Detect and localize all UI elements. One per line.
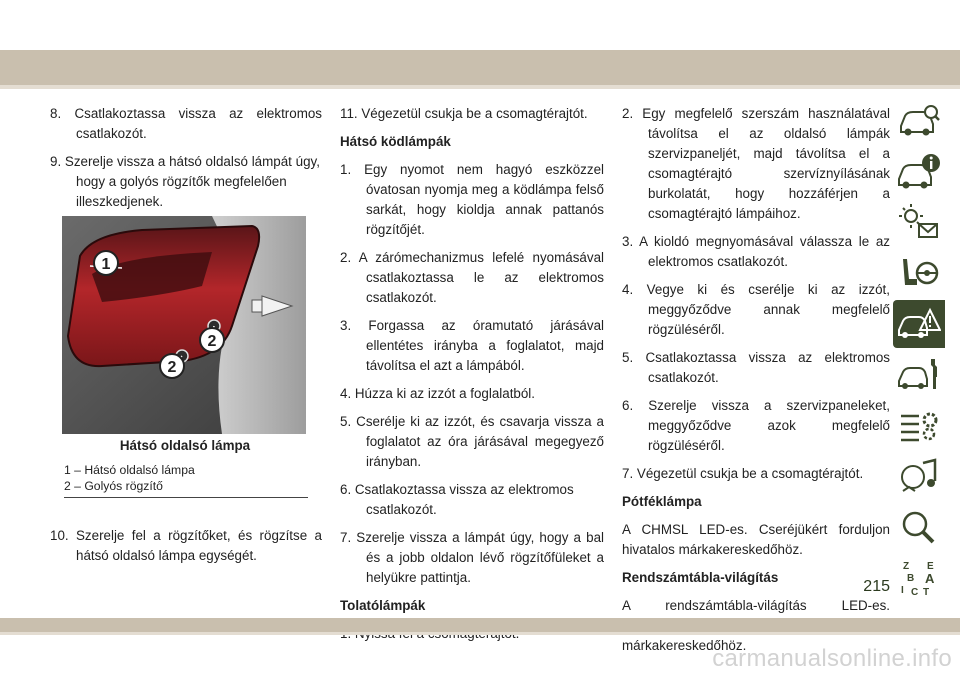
watermark: carmanualsonline.info: [712, 645, 952, 672]
fog-step-5: 5. Cserélje ki az izzót, és csavarja vissza a foglalatot az óra járásával megegyező irányban.: [340, 414, 604, 469]
svg-text:E: E: [927, 561, 934, 572]
right-step-5: 5. Csatlakoztassa vissza az elektromos csatlakozót.: [622, 350, 890, 385]
top-margin: [0, 0, 960, 50]
header-band: [0, 50, 960, 85]
callout-1-label: 1: [101, 256, 111, 273]
rear-lamp-illustration: [62, 216, 306, 434]
tab-alphabet-index[interactable]: [893, 555, 945, 603]
page-number: 215: [863, 578, 890, 595]
chmsl-text: A CHMSL LED-es. Cseréjükért forduljon hivatalos márkakereskedőhöz.: [622, 522, 890, 557]
step-8: 8. Csatlakoztassa vissza az elektromos csatlakozót.: [50, 106, 322, 141]
legend-item-1: 1 – Hátsó oldalsó lámpa: [64, 463, 195, 477]
fog-step-7: 7. Szerelje vissza a lámpát úgy, hogy a bal és a jobb oldalon lévő rögzítőfüleket a helyükre pattintja.: [340, 530, 604, 585]
figure-caption: Hátsó oldalsó lámpa: [119, 438, 251, 453]
right-step-4: 4. Vegye ki és cserélje ki az izzót, meggyőződve annak megfelelő rögzüléséről.: [622, 282, 890, 337]
footer-rule: [0, 632, 960, 635]
car-info-icon: [897, 151, 941, 191]
car-search-icon: [897, 100, 941, 140]
middle-column: [340, 104, 604, 652]
callout-2b-label: 2: [167, 359, 177, 376]
fog-step-4: 4. Húzza ki az izzót a foglalatból.: [340, 386, 536, 401]
step-11: 11. Végezetül csukja be a csomagtérajtót.: [340, 106, 588, 121]
magnifier-icon: [897, 508, 941, 548]
rear-side-lamp-figure: [62, 216, 306, 434]
car-warning-icon: [897, 304, 941, 344]
footer-band: [0, 618, 960, 632]
tab-car-tools[interactable]: [893, 351, 945, 399]
tab-car-info[interactable]: [893, 147, 945, 195]
right-step-6: 6. Szerelje vissza a szervizpaneleket, meggyőződve azok megfelelő rögzüléséről.: [622, 398, 890, 453]
svg-text:Z: Z: [903, 561, 910, 572]
tab-car-warning[interactable]: [893, 300, 945, 348]
legend-item-2: 2 – Golyós rögzítő: [64, 479, 163, 493]
left-column: [50, 104, 322, 220]
fog-step-6: 6. Csatlakoztassa vissza az elektromos csatlakozót.: [340, 482, 574, 517]
seat-steering-icon: [897, 253, 941, 293]
fog-step-2: 2. A zárómechanizmus lefelé nyomásával csatlakoztassa le az elektromos csatlakozót.: [340, 250, 604, 305]
fog-step-3: 3. Forgassa az óramutató járásával ellentétes irányba a foglalatot, majd távolítsa el azt a lámpából.: [340, 318, 604, 373]
svg-text:A: A: [925, 571, 935, 586]
fog-lamp-heading: Hátsó ködlámpák: [340, 134, 451, 149]
tab-warning-lights[interactable]: [893, 198, 945, 246]
right-step-7: 7. Végezetül csukja be a csomagtérajtót.: [622, 466, 864, 481]
right-step-3: 3. A kioldó megnyomásával válassza le az elektromos csatlakozót.: [622, 234, 890, 269]
plate-light-text: A rendszámtábla-világítás LED-es. márkakereskedőhöz.: [622, 598, 890, 653]
chmsl-heading: Pótféklámpa: [622, 494, 702, 509]
music-note-icon: [897, 457, 941, 497]
step-10: 10. Szerelje fel a rögzítőket, és rögzítse a hátsó oldalsó lámpa egységét.: [50, 528, 322, 563]
plate-light-heading: Rendszámtábla-világítás: [622, 570, 779, 585]
tab-seat-steering[interactable]: [893, 249, 945, 297]
header-rule: [0, 85, 960, 89]
tab-search[interactable]: [893, 504, 945, 552]
callout-2a-label: 2: [207, 333, 217, 350]
figure-legend: [64, 462, 308, 494]
right-step-2: 2. Egy megfelelő szerszám használatával távolítsa el az oldalsó lámpák szervizpaneljét, majd távolítsa el a csomagtérajtó szervíznyílásának burkolatát, hogy hozzáférjen a csomagtérajtó lámpáihoz.: [622, 106, 890, 221]
svg-text:C: C: [911, 587, 919, 598]
step-9: 9. Szerelje vissza a hátsó oldalsó lámpát úgy, hogy a golyós rögzítők megfelelően illeszkedjenek.: [50, 154, 320, 209]
svg-text:B: B: [907, 573, 915, 584]
settings-list-icon: [897, 406, 941, 446]
left-column-continued: [50, 526, 322, 574]
svg-text:T: T: [923, 587, 930, 598]
chapter-tabs: [893, 96, 945, 606]
tab-car-search[interactable]: [893, 96, 945, 144]
legend-rule: [64, 497, 308, 498]
reverse-lamp-heading: Tolatólámpák: [340, 598, 426, 613]
svg-text:I: I: [901, 585, 904, 596]
tab-settings-list[interactable]: [893, 402, 945, 450]
alphabet-index-icon: [897, 559, 941, 599]
fog-step-1: 1. Egy nyomot nem hagyó eszközzel óvatosan nyomja meg a ködlámpa felső sarkát, hogy kioldja annak pattanós rögzítőjét.: [340, 162, 604, 237]
tab-music[interactable]: [893, 453, 945, 501]
warning-lights-icon: [897, 202, 941, 242]
car-tools-icon: [897, 355, 941, 395]
